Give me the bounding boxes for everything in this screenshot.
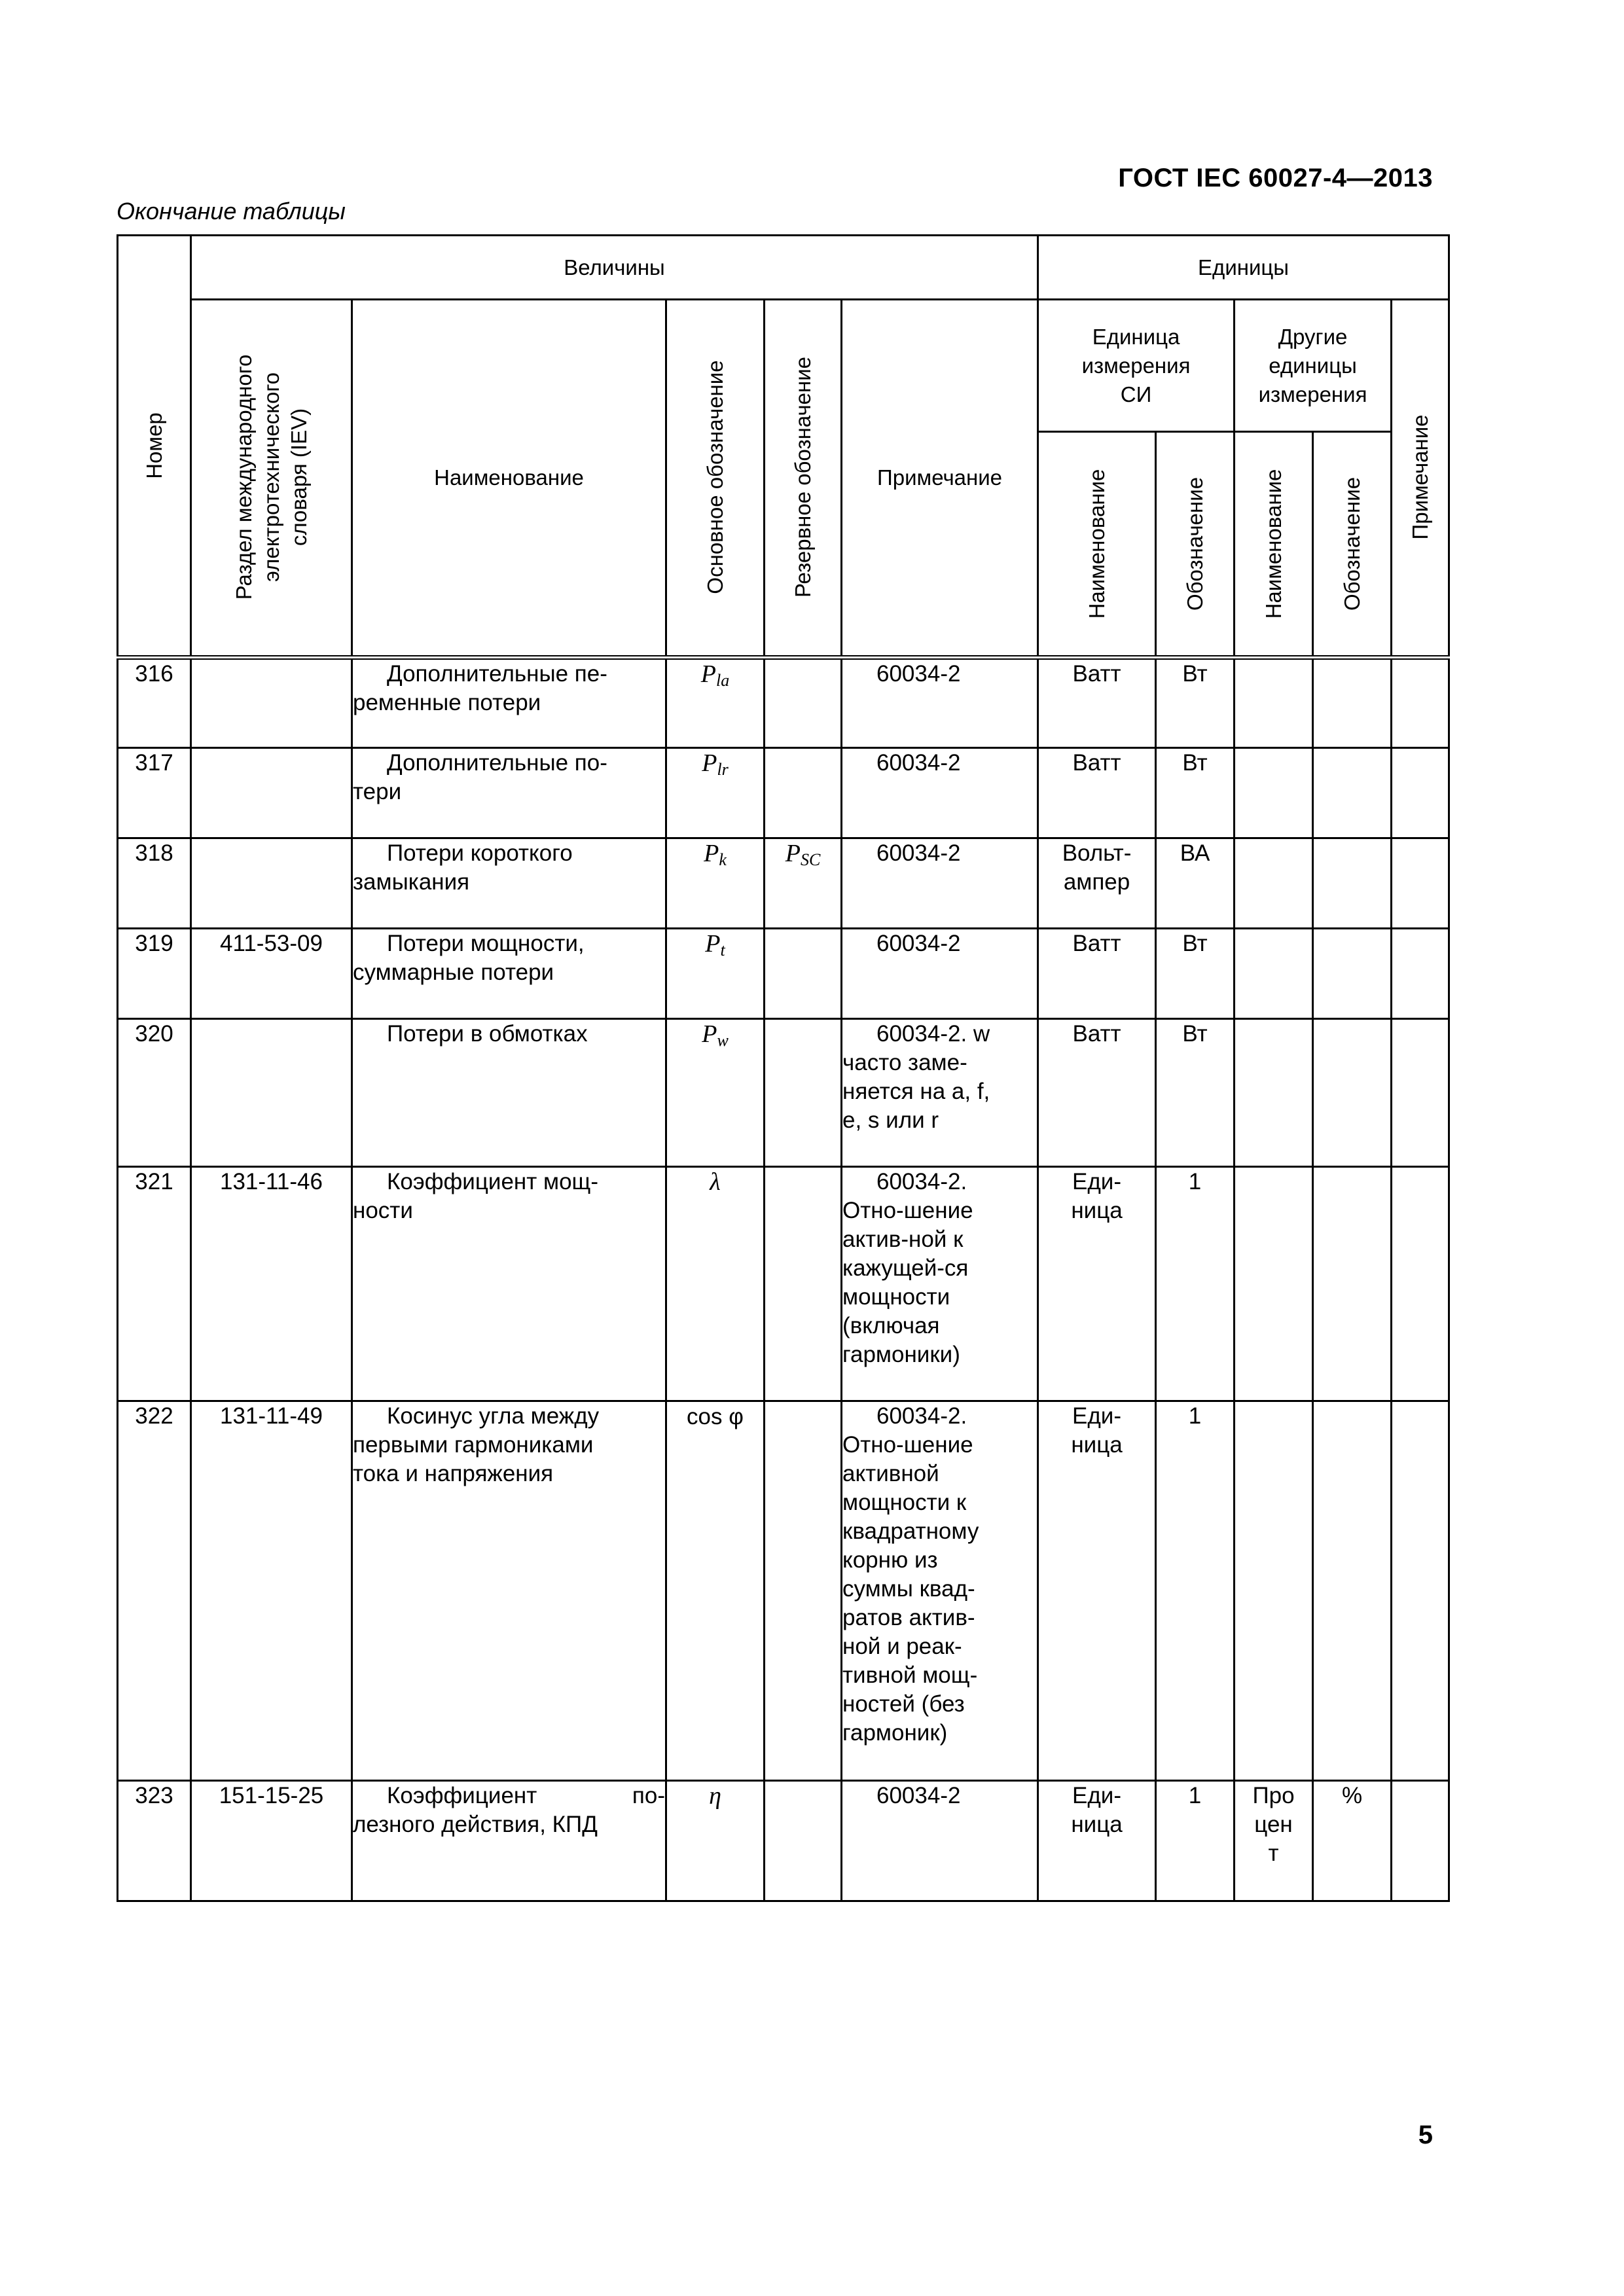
page-number: 5 [1418,2121,1433,2149]
cell-si-name: Еди- ница [1038,1401,1156,1781]
header-units: Единицы [1038,236,1449,300]
cell-reserve-symbol [765,1167,842,1401]
cell-note: 60034-2 [842,929,1038,1019]
header-unit-name: Наименование [1038,432,1156,658]
cell-other-name [1235,658,1313,748]
header-unit-symbol: Обозначение [1156,432,1235,658]
cell-iev: 131-11-49 [191,1401,352,1781]
cell-si-symbol: 1 [1156,1401,1235,1781]
cell-si-name: Еди- ница [1038,1167,1156,1401]
table-row [118,929,1449,1019]
cell-other-name [1235,1019,1313,1167]
cell-number: 322 [118,1401,191,1781]
cell-si-name: Вольт- ампер [1038,838,1156,929]
document-code: ГОСТ IEC 60027-4—2013 [1118,164,1433,192]
cell-si-symbol: 1 [1156,1781,1235,1901]
cell-si-symbol: Вт [1156,929,1235,1019]
cell-si-name: Еди- ница [1038,1781,1156,1901]
cell-other-symbol [1313,838,1392,929]
cell-other-symbol: % [1313,1781,1392,1901]
header-number: Номер [118,236,191,658]
cell-units-note [1392,929,1449,1019]
cell-units-note [1392,838,1449,929]
cell-units-note [1392,1167,1449,1401]
cell-reserve-symbol [765,748,842,838]
cell-number: 323 [118,1781,191,1901]
cell-main-symbol: $P_{lr}$ [666,748,765,838]
cell-other-name [1235,1167,1313,1401]
cell-si-symbol: 1 [1156,1167,1235,1401]
cell-note: 60034-2 [842,1781,1038,1901]
header-units-note: Примечание [1392,300,1449,658]
cell-si-symbol: ВА [1156,838,1235,929]
cell-units-note [1392,1401,1449,1781]
table-row [118,658,1449,748]
cell-other-symbol [1313,748,1392,838]
cell-name: Потери в обмотках [352,1019,666,1167]
cell-number: 317 [118,748,191,838]
cell-iev [191,658,352,748]
header-name: Наименование [352,300,666,658]
cell-note: 60034-2. Отно-шение активной мощности к квадратному корню из суммы квад- ратов актив- ной и реак- тивной мощ- ностей (без гармоник) [842,1401,1038,1781]
table-caption: Окончание таблицы [117,198,346,224]
cell-name: Потери короткого замыкания [352,838,666,929]
cell-si-name: Ватт [1038,748,1156,838]
cell-main-symbol: η [666,1781,765,1901]
cell-note: 60034-2 [842,658,1038,748]
cell-units-note [1392,748,1449,838]
cell-main-symbol: $P_w$ [666,1019,765,1167]
cell-reserve-symbol [765,1401,842,1781]
cell-si-name: Ватт [1038,929,1156,1019]
cell-reserve-symbol [765,1781,842,1901]
header-reserve-symbol: Резервное обозначение [765,300,842,658]
cell-other-name: Про цен т [1235,1781,1313,1901]
cell-iev: 131-11-46 [191,1167,352,1401]
cell-number: 321 [118,1167,191,1401]
cell-iev [191,1019,352,1167]
cell-units-note [1392,1781,1449,1901]
cell-iev [191,838,352,929]
cell-iev [191,748,352,838]
cell-reserve-symbol: $P_{SC}$ [765,838,842,929]
table-row [118,748,1449,838]
header-main-symbol: Основное обозначение [666,300,765,658]
header-other-units: Другие единицы измерения [1235,300,1392,432]
cell-reserve-symbol [765,658,842,748]
header-si-unit: Единица измерения СИ [1038,300,1235,432]
cell-name: Дополнительные пе- ременные потери [352,658,666,748]
cell-other-symbol [1313,929,1392,1019]
cell-other-symbol [1313,1401,1392,1781]
cell-other-name [1235,929,1313,1019]
cell-si-symbol: Вт [1156,748,1235,838]
cell-main-symbol: $P_t$ [666,929,765,1019]
header-note: Примечание [842,300,1038,658]
quantities-table [117,234,1450,1902]
cell-note: 60034-2 [842,838,1038,929]
cell-units-note [1392,1019,1449,1167]
cell-si-symbol: Вт [1156,1019,1235,1167]
header-quantities: Величины [191,236,1038,300]
cell-name: Потери мощности, суммарные потери [352,929,666,1019]
table-row [118,1401,1449,1781]
header-other-name: Наименование [1235,432,1313,658]
cell-note: 60034-2. Отно-шение актив-ной к кажущей-ся мощности (включая гармоники) [842,1167,1038,1401]
cell-name: Коэффициент мощ- ности [352,1167,666,1401]
cell-number: 320 [118,1019,191,1167]
cell-note: 60034-2 [842,748,1038,838]
cell-main-symbol: $P_{la}$ [666,658,765,748]
table-row [118,1167,1449,1401]
cell-main-symbol: $P_k$ [666,838,765,929]
cell-name: Коэффициент по- лезного действия, КПД [352,1781,666,1901]
table-row [118,1019,1449,1167]
header-other-symbol: Обозначение [1313,432,1392,658]
cell-iev: 151-15-25 [191,1781,352,1901]
cell-si-name: Ватт [1038,658,1156,748]
cell-iev: 411-53-09 [191,929,352,1019]
cell-other-symbol [1313,658,1392,748]
cell-reserve-symbol [765,929,842,1019]
cell-number: 318 [118,838,191,929]
cell-note: 60034-2. w часто заме- няется на a, f, e, s или r [842,1019,1038,1167]
cell-number: 319 [118,929,191,1019]
table-row [118,838,1449,929]
cell-name: Косинус угла между первыми гармониками тока и напряжения [352,1401,666,1781]
cell-si-symbol: Вт [1156,658,1235,748]
cell-main-symbol: cos φ [666,1401,765,1781]
cell-other-symbol [1313,1167,1392,1401]
cell-other-symbol [1313,1019,1392,1167]
cell-other-name [1235,838,1313,929]
cell-reserve-symbol [765,1019,842,1167]
cell-units-note [1392,658,1449,748]
cell-other-name [1235,1401,1313,1781]
header-iev-section: Раздел международного электротехнического словаря (IEV) [191,300,352,658]
cell-si-name: Ватт [1038,1019,1156,1167]
cell-number: 316 [118,658,191,748]
cell-other-name [1235,748,1313,838]
cell-main-symbol: λ [666,1167,765,1401]
table-row [118,1781,1449,1901]
cell-name: Дополнительные по- тери [352,748,666,838]
